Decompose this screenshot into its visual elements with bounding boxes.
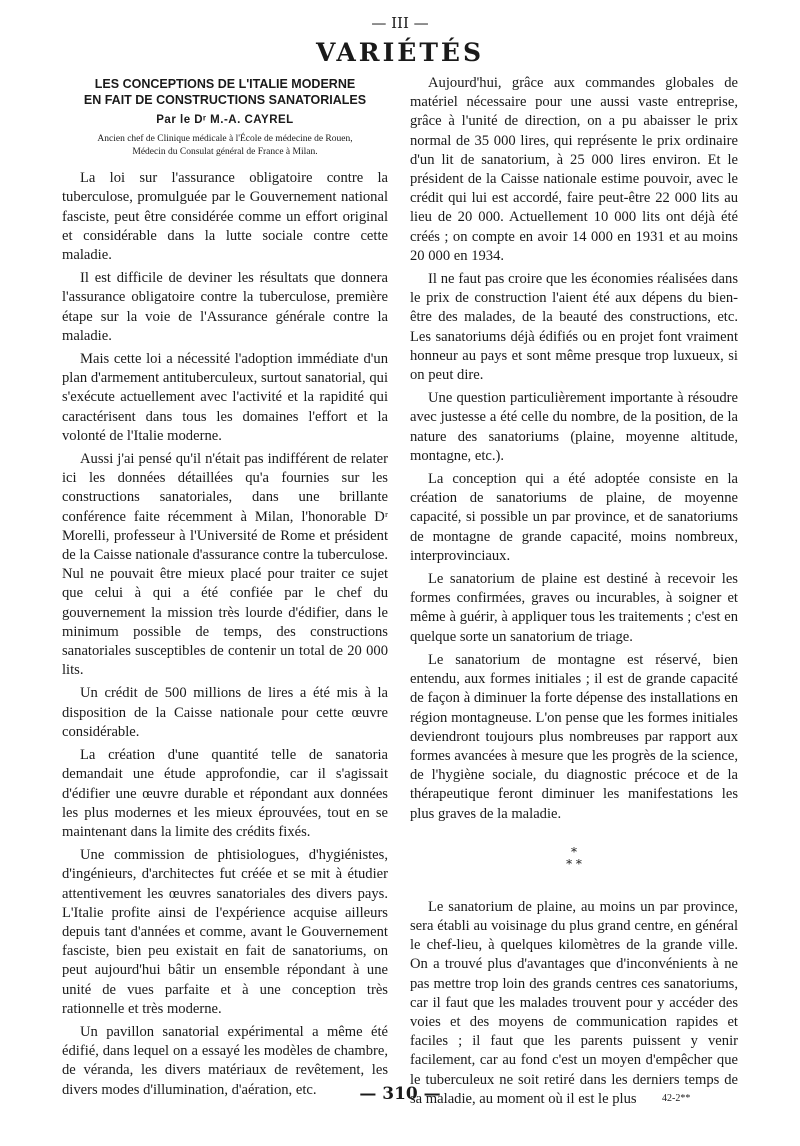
author-affiliation (62, 133, 388, 159)
article-title-line-2: EN FAIT DE CONSTRUCTIONS SANATORIALES (83, 93, 367, 107)
article-title (62, 76, 388, 108)
paragraph: La loi sur l'assurance obligatoire contre la tuberculose, promulguée par le Gouvernement national fasciste, peut être considérée comme un effort original et considérable dans la lutte sociale contre cette maladie. (62, 170, 388, 264)
paragraph: Le sanatorium de montagne est réservé, bien entendu, aux formes initiales ; il est de grande capacité de façon à diminuer la forte dépense des installations en région montagneuse. L'on pense que les formes initiales deviendront toujours plus nombreuses par rapport aux formes avancées à mesure que les progrès de la science, de l'hygiène sociale, du diagnostic précoce et de la thérapeutique feront diminuer les manifestations les plus graves de la maladie. (410, 651, 738, 822)
paragraph: Une question particulièrement importante à résoudre avec justesse a été celle du nombre, de la position, de la nature des sanatoriums (plaine, moyenne altitude, montagne, etc.). (410, 390, 738, 464)
paragraph: Un crédit de 500 millions de lires a été mis à la disposition de la Caisse nationale pour cette œuvre considérable. (62, 685, 388, 740)
paragraph: Aussi j'ai pensé qu'il n'était pas indifférent de relater ici les données détaillées qu'a fournies sur les constructions sanatoriales, dans une brillante conférence faite récemment à Milan, l'honorable Dʳ Morelli, professeur à l'Université de Rome et président de la Caisse nationale d'assurance contre la tuberculose. Nul ne pouvait être mieux placé pour traiter ce sujet que celui à qui a été confiée par le chef du gouvernement la mission très lourde d'édifier, dans le minimum possible de temps, des constructions sanatoriales susceptibles de contenir un total de 20 000 lits. (62, 451, 388, 679)
paragraph: La conception qui a été adoptée consiste en la création de sanatoriums de plaine, de moyenne capacité, si possible un par province, et de sanatoriums de montagne de grande capacité, moins nombreux, interprovinciaux. (410, 471, 738, 564)
author-byline: Par le Dʳ M.-A. CAYREL (156, 114, 294, 126)
paragraph: Il ne faut pas croire que les économies réalisées dans le prix de construction l'aient été aux dépens du bien-être des malades, de la beauté des constructions, etc. Les sanatoriums déjà édifiés ou en projet font vraiment honneur au pays et sont même presque trop luxueux, si on peut dire. (410, 271, 738, 384)
paragraph: Une commission de phtisiologues, d'hygiénistes, d'ingénieurs, d'architectes fut créée et se mit à étudier attentivement les œuvres sanatoriales des divers pays. L'Italie profite ainsi de l'expérience acquise ailleurs depuis tant d'années et comme, avant le Gouvernement fasciste, bien peu existait en fait de sanatoriums, on peut aujourd'hui bâtir un ensemble répondant à une unité de vues parfaite et à une conception très rationnelle et très moderne. (62, 847, 388, 1017)
asterism-bottom: * * (566, 856, 582, 871)
paragraph: Le sanatorium de plaine, au moins un par province, sera établi au voisinage du plus grand centre, en général le chef-lieu, à quelques kilomètres de la grande ville. On a trouvé plus d'avantages que d'inconvénients à ne pas mettre trop loin des grands centres ces sanatoriums, car il faut que les malades trouvent pour y accéder des voies et des moyens de communication rapides et faciles ; il faut que les parents puissent y venir facilement, car au fond c'est un moyen d'empêcher que le tuberculeux ne soit retiré dans les derniers temps de sa maladie, au moment où il est le plus (410, 898, 738, 1107)
paragraph: La création d'une quantité telle de sanatoria demandait une étude approfondie, car il s'agissait d'édifier une œuvre durable et répondant aux données les plus modernes et les mieux éprouvées, tout en se maintenant dans la limite des crédits fixés. (62, 747, 388, 840)
left-column (62, 74, 388, 1104)
right-column (410, 74, 738, 1113)
asterism-separator (410, 846, 738, 870)
page-number: — 310 — (359, 1084, 441, 1104)
paragraph: Un pavillon sanatorial expérimental a même été édifié, dans lequel on a essayé les modèles de chambre, de véranda, les divers matériaux de revêtement, les divers modes d'illumination, d'aération, etc. (62, 1023, 388, 1098)
paragraph: Il est difficile de deviner les résultats que donnera l'assurance obligatoire contre la tuberculose, première étape sur la voie de l'Assurance générale contre la maladie. (62, 270, 388, 344)
paragraph: Mais cette loi a nécessité l'adoption immédiate d'un plan d'armement antituberculeux, surtout sanatorial, qui s'exécute actuellement avec l'activité et la rapidité qui caractérisent dans tous les domaines l'effort et la volonté de l'Italie moderne. (62, 351, 388, 444)
asterism-top: * (571, 844, 577, 859)
article-title-line-1: LES CONCEPTIONS DE L'ITALIE MODERNE (94, 77, 356, 91)
section-title: VARIÉTÉS (315, 38, 485, 67)
affiliation-line-2: Médecin du Consulat général de France à Milan. (132, 147, 318, 158)
paragraph: Aujourd'hui, grâce aux commandes globales de matériel nécessaire pour une aussi vaste entreprise, grâce à l'unité de direction, on a pu abaisser le prix normal de 35 000 lires, qui représente le prix ordinaire d'un lit de sanatorium, à 25 000 lires environ. Et le président de la Caisse nationale estime pouvoir, avec le crédit qui lui est accordé, faire peut-être 22 000 lits au lieu de 20 000. Actuellement 10 000 lits ont déjà été créés ; on compte en avoir 14 000 en 1931 et au moins 20 000 en 1934. (410, 75, 738, 264)
running-head: — III — (371, 14, 429, 32)
affiliation-line-1: Ancien chef de Clinique médicale à l'École de médecine de Rouen, (97, 134, 353, 145)
signature-mark: 42-2** (662, 1093, 691, 1104)
paragraph: Le sanatorium de plaine est destiné à recevoir les formes confirmées, graves ou incurables, à soigner et même à guérir, à appliquer tous les traitements ; c'est en quelque sorte un sanatorium de triage. (410, 571, 738, 645)
